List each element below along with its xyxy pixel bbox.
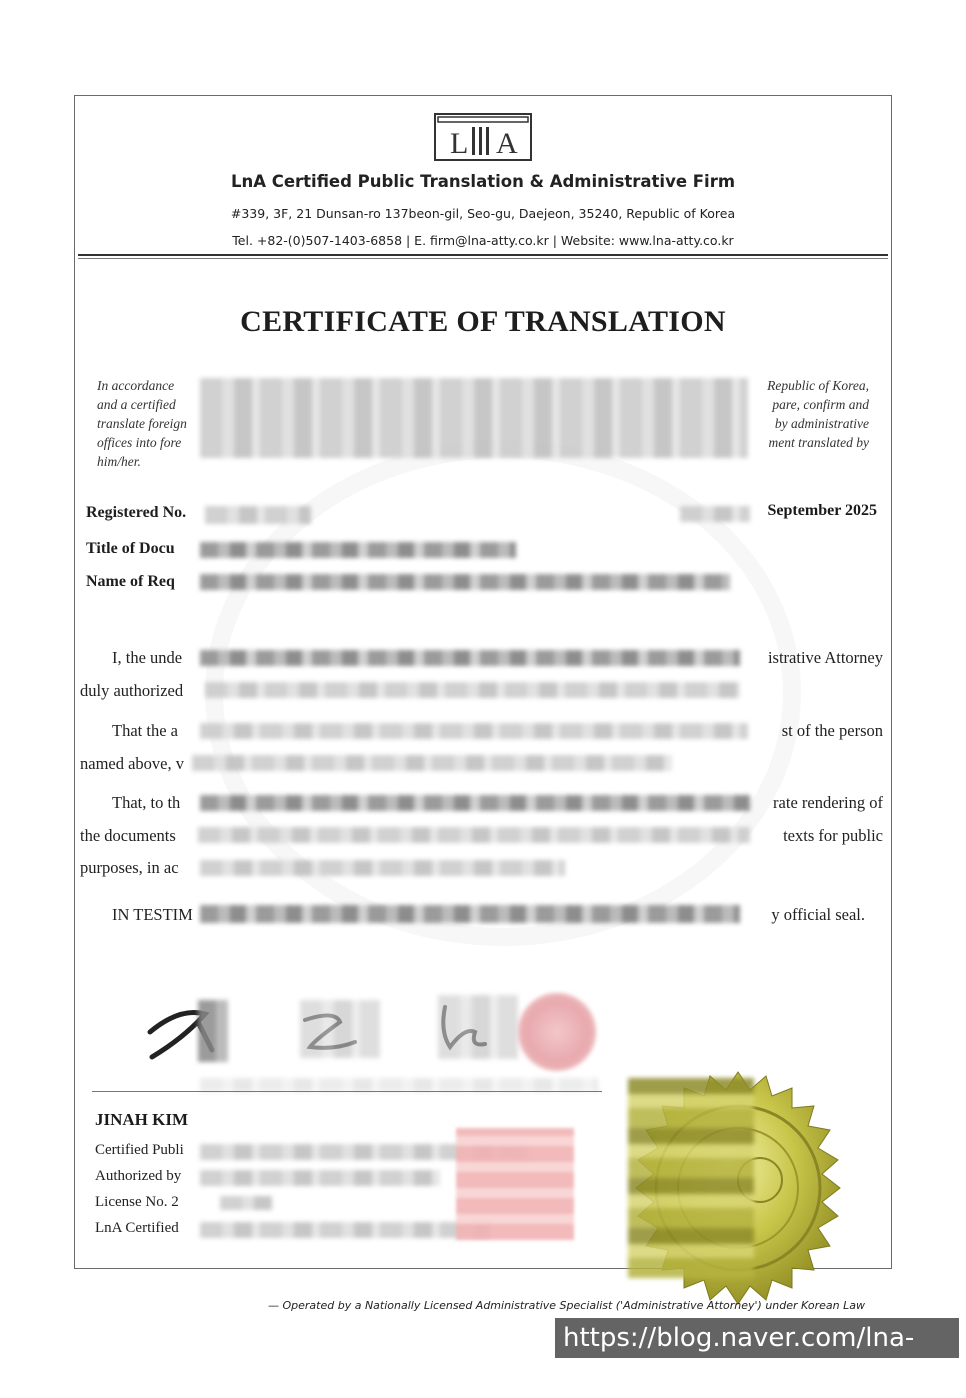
registered-no-label: Registered No.: [86, 504, 187, 521]
signer-title-2: Authorized by: [95, 1168, 182, 1184]
personal-seal-stamp: [518, 993, 596, 1071]
p3-line-2-end: texts for public: [783, 825, 883, 845]
redacted-p4: [200, 905, 740, 923]
intro-line-3-end: by administrative: [774, 416, 869, 431]
redacted-p3-b: [198, 827, 750, 843]
redacted-p3-c: [200, 860, 565, 876]
redacted-signature-line: [200, 1078, 598, 1092]
p1-line-1-end: istrative Attorney: [767, 648, 883, 667]
signer-title-1: Certified Publi: [95, 1142, 184, 1158]
p3-line-1-end: rate rendering of: [773, 793, 883, 812]
redacted-date-day: [680, 506, 750, 522]
p1-line-2: duly authorized: [80, 680, 184, 700]
redacted-p2-a: [200, 723, 748, 739]
header-divider-thin: [78, 258, 888, 259]
intro-line-1-start: In accordance: [97, 378, 175, 393]
redacted-seal-area: [628, 1078, 754, 1278]
redacted-signer-3: [220, 1196, 272, 1210]
signer-name: JINAH KIM: [95, 1110, 189, 1129]
p2-line-1-start: That the a: [112, 721, 178, 740]
firm-name: LnA Certified Public Translation & Administrative Firm: [230, 172, 736, 191]
p3-line-3: purposes, in ac: [80, 858, 179, 877]
intro-line-3-start: translate foreign: [97, 416, 187, 431]
redacted-intro: [200, 378, 748, 458]
redacted-document-title: [200, 542, 516, 558]
p4-line-1-start: IN TESTIM: [112, 905, 193, 924]
redacted-p3-a: [200, 795, 750, 811]
p4-line-1-end: y official seal.: [771, 905, 865, 924]
p2-line-2: named above, v: [80, 753, 185, 773]
p3-line-2-start: the documents: [80, 825, 176, 845]
blog-url-watermark: https://blog.naver.com/lna-atty: [555, 1318, 959, 1358]
firm-address: #339, 3F, 21 Dunsan-ro 137beon-gil, Seo-gu, Daejeon, 35240, Republic of Korea: [230, 206, 736, 221]
header-divider: [78, 254, 888, 256]
redacted-requester-name: [200, 574, 730, 590]
p1-line-1-start: I, the unde: [112, 648, 183, 667]
official-red-stamp: [456, 1128, 574, 1240]
redacted-signer-4: [200, 1222, 490, 1238]
intro-line-2-end: pare, confirm and: [772, 397, 869, 412]
redacted-p1-a: [200, 650, 740, 666]
intro-line-4-start: offices into fore: [97, 435, 182, 450]
footer-note: — Operated by a Nationally Licensed Administrative Specialist ('Administrative Attorney') under Korean Law: [268, 1299, 865, 1312]
document-title-label: Title of Docu: [86, 540, 175, 557]
redacted-signature-a: [198, 1000, 228, 1062]
requester-name-label: Name of Req: [86, 573, 175, 590]
redacted-signer-2: [200, 1170, 440, 1186]
intro-line-5: him/her.: [97, 454, 141, 469]
firm-logo: [434, 113, 532, 161]
signer-license: License No. 2: [95, 1194, 179, 1210]
intro-line-2-start: and a certified: [97, 397, 176, 412]
issue-date: September 2025: [767, 502, 877, 519]
svg-text:A: A: [496, 127, 518, 159]
p3-line-1-start: That, to th: [112, 793, 181, 812]
signer-firm: LnA Certified: [95, 1220, 179, 1236]
firm-contact: Tel. +82-(0)507-1403-6858 | E. firm@lna-atty.co.kr | Website: www.lna-atty.co.kr: [232, 233, 734, 248]
p2-line-1-end: st of the person: [781, 721, 883, 740]
svg-text:L: L: [450, 127, 469, 159]
redacted-signature-c: [438, 995, 518, 1059]
signature-line: [92, 1091, 602, 1092]
redacted-registered-no: [205, 506, 311, 524]
certificate-title: CERTIFICATE OF TRANSLATION: [240, 305, 726, 338]
intro-line-4-end: ment translated by: [768, 435, 869, 450]
redacted-signature-b: [300, 1000, 380, 1058]
intro-line-1-end: Republic of Korea,: [767, 378, 869, 393]
redacted-p2-b: [192, 755, 672, 771]
redacted-p1-b: [205, 682, 740, 698]
